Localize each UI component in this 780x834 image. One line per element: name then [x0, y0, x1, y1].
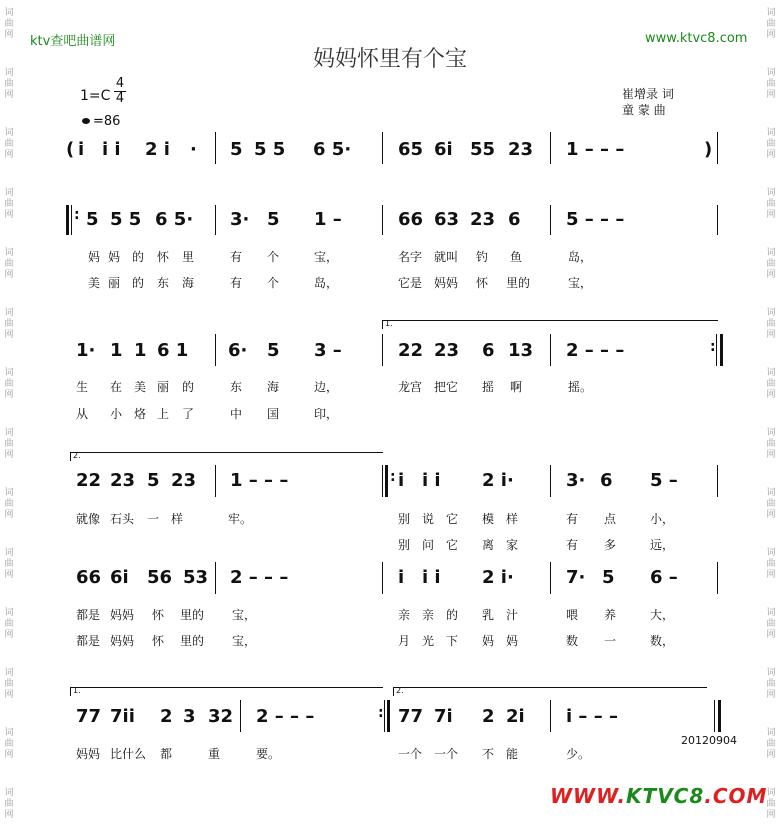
note-token: 3·	[566, 470, 586, 491]
note-token: 5 5	[110, 209, 142, 230]
note-token: 2	[482, 706, 495, 727]
lyric: 摇	[482, 380, 495, 394]
watermark-mark: 词 曲 网	[766, 68, 776, 100]
note-token: 7·	[566, 567, 586, 588]
note-token: i	[398, 470, 405, 491]
repeat-end-bar	[720, 334, 723, 366]
lyric: 它是	[398, 276, 423, 290]
note-token: 2 – – –	[256, 706, 315, 727]
tempo-marking	[82, 114, 120, 129]
repeat-start-bar	[66, 205, 69, 235]
watermark-mark: 词 曲 网	[4, 428, 14, 460]
lyric: 岛，	[314, 276, 339, 290]
watermark-mark: 词 曲 网	[4, 728, 14, 760]
lyric: 岛，	[568, 250, 593, 264]
repeat-end-bar	[387, 700, 390, 732]
lyric: 的	[132, 276, 145, 290]
lyric: 的	[132, 250, 145, 264]
site-name-left[interactable]: ktv查吧曲谱网	[30, 34, 116, 49]
watermark-mark: 词 曲 网	[4, 488, 14, 520]
barline	[71, 205, 72, 235]
lyric: 美	[88, 276, 101, 290]
key-signature: 1=C	[80, 88, 111, 104]
lyric: 它	[446, 538, 459, 552]
final-bar	[718, 700, 721, 732]
brand-part-3: .COM	[704, 784, 768, 808]
lyric: 小	[110, 407, 123, 421]
note-token: 23	[434, 340, 460, 361]
barline	[384, 700, 385, 732]
lyric: 就像	[76, 512, 101, 526]
barline	[240, 700, 241, 732]
note-token: 7ii	[110, 706, 135, 727]
lyric: 喂	[566, 608, 579, 622]
note-token: 1 – – –	[566, 139, 625, 160]
watermark-mark: 词 曲 网	[766, 368, 776, 400]
note-token: 2i	[506, 706, 525, 727]
watermark-mark: 词 曲 网	[4, 128, 14, 160]
note-token: 2 i·	[482, 470, 514, 491]
credits	[622, 86, 674, 118]
note-token: 2 i	[145, 139, 170, 160]
lyric: 乳	[482, 608, 495, 622]
note-token: 22	[76, 470, 102, 491]
note-token: 5	[267, 340, 280, 361]
quarter-note-icon	[82, 118, 90, 124]
lyric: 都	[160, 747, 173, 761]
barline	[550, 334, 551, 366]
barline	[550, 132, 551, 164]
lyric: 鱼	[510, 250, 523, 264]
note-token: 6	[482, 340, 495, 361]
lyric: 妈	[108, 250, 121, 264]
lyric: 重	[208, 747, 221, 761]
lyric: 烙	[134, 407, 147, 421]
lyric: 印，	[314, 407, 339, 421]
lyric: 它	[446, 512, 459, 526]
lyric: 有	[230, 250, 243, 264]
lyric: 宝，	[568, 276, 593, 290]
lyric: 宝，	[232, 608, 257, 622]
note-token: 5	[230, 139, 243, 160]
note-token: 3·	[230, 209, 250, 230]
lyric: 丽	[108, 276, 121, 290]
lyric: 要。	[256, 747, 281, 761]
barline	[215, 205, 216, 235]
lyric: 亲	[422, 608, 435, 622]
brand-part-1: WWW.	[550, 784, 627, 808]
lyric: 远，	[650, 538, 675, 552]
lyric: 从	[76, 407, 89, 421]
second-ending-bracket	[393, 687, 707, 696]
note-token: 23	[508, 139, 534, 160]
lyric: 美	[134, 380, 147, 394]
watermark-mark: 词 曲 网	[766, 188, 776, 220]
lyric: 妈	[88, 250, 101, 264]
note-token: 6 –	[650, 567, 678, 588]
site-url-right[interactable]: www.ktvc8.com	[645, 31, 748, 46]
note-token: 5	[267, 209, 280, 230]
watermark-mark: 词 曲 网	[4, 788, 14, 820]
note-token: 3 –	[314, 340, 342, 361]
lyric: 妈	[482, 634, 495, 648]
lyric: 个	[267, 250, 280, 264]
note-token: 6i	[110, 567, 129, 588]
lyric: 了	[182, 407, 195, 421]
right-watermark-column	[762, 0, 780, 834]
first-ending-bracket	[70, 687, 383, 696]
time-signature-bottom: 4	[115, 91, 125, 106]
watermark-mark: 词 曲 网	[766, 248, 776, 280]
lyric: 样	[506, 512, 519, 526]
note-token: 32	[208, 706, 234, 727]
barline	[215, 132, 216, 164]
lyric: 说	[422, 512, 435, 526]
note-token: 3	[183, 706, 196, 727]
note-token: 1 –	[314, 209, 342, 230]
lyric: 中	[230, 407, 243, 421]
lyric: 一	[604, 634, 617, 648]
note-token: 6 1	[157, 340, 189, 361]
tempo-value: =86	[93, 114, 121, 129]
note-token: 6 5·	[313, 139, 352, 160]
brand-part-2: KTVC8	[626, 784, 705, 808]
note-token: )	[704, 139, 713, 160]
watermark-mark: 词 曲 网	[4, 248, 14, 280]
barline	[215, 562, 216, 594]
lyric: 钓	[476, 250, 489, 264]
note-token: 77	[398, 706, 424, 727]
note-token: (	[66, 139, 75, 160]
barline	[714, 700, 715, 732]
note-token: 23	[171, 470, 197, 491]
note-token: 5 –	[650, 470, 678, 491]
lyric: 有	[566, 512, 579, 526]
lyric: 怀	[476, 276, 489, 290]
lyric: 宝，	[232, 634, 257, 648]
barline	[215, 465, 216, 497]
watermark-mark: 词 曲 网	[4, 608, 14, 640]
lyric: 牢。	[228, 512, 253, 526]
lyric: 月	[398, 634, 411, 648]
lyric: 模	[482, 512, 495, 526]
watermark-mark: 词 曲 网	[4, 308, 14, 340]
note-token: 56	[147, 567, 173, 588]
lyric: 里	[182, 250, 195, 264]
note-token: 1	[134, 340, 147, 361]
second-ending-bracket	[70, 452, 383, 461]
lyric: 怀	[152, 634, 165, 648]
lyric: 比什么	[110, 747, 147, 761]
lyric: 宝，	[314, 250, 339, 264]
barline	[382, 562, 383, 594]
composer: 童 蒙 曲	[622, 103, 666, 117]
lyric: 数，	[650, 634, 675, 648]
brand-logo[interactable]	[550, 784, 767, 808]
watermark-mark: 词 曲 网	[4, 68, 14, 100]
note-token: 13	[508, 340, 534, 361]
note-token: 23	[110, 470, 136, 491]
watermark-mark: 词 曲 网	[4, 188, 14, 220]
barline	[382, 205, 383, 235]
barline	[550, 700, 551, 732]
lyric: 少。	[566, 747, 591, 761]
lyric: 就叫	[434, 250, 459, 264]
note-token: 6	[508, 209, 521, 230]
note-token: 6 5·	[155, 209, 194, 230]
repeat-dots: :	[390, 469, 396, 485]
note-token: 55	[470, 139, 496, 160]
note-token: 53	[183, 567, 209, 588]
lyric: 怀	[152, 608, 165, 622]
lyric: 名字	[398, 250, 423, 264]
lyric: 别	[398, 512, 411, 526]
lyric: 多	[604, 538, 617, 552]
note-token: 6	[600, 470, 613, 491]
barline	[550, 205, 551, 235]
note-token: 7i	[434, 706, 453, 727]
lyric: 海	[182, 276, 195, 290]
barline	[382, 132, 383, 164]
lyric: 怀	[157, 250, 170, 264]
ending-number: 2.	[396, 686, 404, 695]
note-token: 63	[434, 209, 460, 230]
barline	[717, 132, 718, 164]
lyric: 能	[506, 747, 519, 761]
note-token: 66	[398, 209, 424, 230]
note-token: 1·	[76, 340, 96, 361]
lyric: 不	[482, 747, 495, 761]
lyric: 下	[446, 634, 459, 648]
lyric: 离	[482, 538, 495, 552]
watermark-mark: 词 曲 网	[766, 728, 776, 760]
watermark-mark: 词 曲 网	[4, 368, 14, 400]
note-token: 1 – – –	[230, 470, 289, 491]
lyric: 生	[76, 380, 89, 394]
lyric: 妈	[506, 634, 519, 648]
watermark-mark: 词 曲 网	[766, 548, 776, 580]
lyric: 问	[422, 538, 435, 552]
barline	[716, 334, 717, 366]
note-token: 22	[398, 340, 424, 361]
watermark-mark: 词 曲 网	[4, 8, 14, 40]
lyric: 在	[110, 380, 123, 394]
barline	[215, 334, 216, 366]
song-title: 妈妈怀里有个宝	[312, 47, 467, 72]
lyric: 妈妈	[76, 747, 101, 761]
lyric: 亲	[398, 608, 411, 622]
repeat-dots: :	[74, 207, 80, 223]
lyric: 妈妈	[434, 276, 459, 290]
lyric: 一个	[398, 747, 423, 761]
lyric: 里的	[506, 276, 531, 290]
note-token: 6i	[434, 139, 453, 160]
lyric: 大，	[650, 608, 675, 622]
repeat-dots: :	[710, 339, 716, 355]
note-token: i – – –	[566, 706, 618, 727]
barline	[717, 465, 718, 497]
watermark-mark: 词 曲 网	[766, 128, 776, 160]
lyric: 都是	[76, 608, 101, 622]
watermark-mark: 词 曲 网	[766, 668, 776, 700]
left-watermark-column	[0, 0, 18, 834]
lyric: 都是	[76, 634, 101, 648]
repeat-start-bar	[385, 465, 388, 497]
lyric: 样	[171, 512, 184, 526]
note-token: 5	[86, 209, 99, 230]
lyric: 个	[267, 276, 280, 290]
date-stamp: 20120904	[681, 734, 737, 747]
barline	[382, 465, 383, 497]
ending-number: 1.	[73, 686, 81, 695]
watermark-mark: 词 曲 网	[766, 308, 776, 340]
lyric: 妈妈	[110, 608, 135, 622]
watermark-mark: 词 曲 网	[766, 488, 776, 520]
lyricist: 崔增录 词	[622, 87, 674, 101]
lyric: 有	[566, 538, 579, 552]
lyric: 的	[446, 608, 459, 622]
note-token: 23	[470, 209, 496, 230]
note-token: 5 5	[254, 139, 286, 160]
lyric: 龙宫	[398, 380, 423, 394]
note-token: 65	[398, 139, 424, 160]
lyric: 有	[230, 276, 243, 290]
note-token: 2 – – –	[230, 567, 289, 588]
lyric: 养	[604, 608, 617, 622]
lyric: 海	[267, 380, 280, 394]
note-token: ·	[190, 139, 197, 160]
lyric: 别	[398, 538, 411, 552]
lyric: 东	[230, 380, 243, 394]
watermark-mark: 词 曲 网	[4, 668, 14, 700]
lyric: 点	[604, 512, 617, 526]
lyric: 丽	[157, 380, 170, 394]
note-token: 2 – – –	[566, 340, 625, 361]
lyric: 一个	[434, 747, 459, 761]
barline	[382, 334, 383, 366]
lyric: 的	[182, 380, 195, 394]
note-token: 6·	[228, 340, 248, 361]
lyric: 小，	[650, 512, 675, 526]
lyric: 石头	[110, 512, 135, 526]
lyric: 把它	[434, 380, 459, 394]
barline	[550, 465, 551, 497]
watermark-mark: 词 曲 网	[766, 428, 776, 460]
note-token: i	[78, 139, 85, 160]
lyric: 家	[506, 538, 519, 552]
lyric: 东	[157, 276, 170, 290]
note-token: 2 i·	[482, 567, 514, 588]
note-token: i	[398, 567, 405, 588]
lyric: 上	[157, 407, 170, 421]
watermark-mark: 词 曲 网	[766, 8, 776, 40]
lyric: 妈妈	[110, 634, 135, 648]
lyric: 光	[422, 634, 435, 648]
note-token: 1	[110, 340, 123, 361]
barline	[550, 562, 551, 594]
ending-number: 2.	[73, 451, 81, 460]
lyric: 国	[267, 407, 280, 421]
lyric: 一	[147, 512, 160, 526]
note-token: i i	[422, 567, 441, 588]
barline	[717, 205, 718, 235]
lyric: 边，	[314, 380, 339, 394]
lyric: 汁	[506, 608, 519, 622]
time-signature	[114, 77, 126, 106]
note-token: 2	[160, 706, 173, 727]
time-signature-top: 4	[115, 76, 125, 91]
lyric: 摇。	[568, 380, 593, 394]
note-token: 5	[147, 470, 160, 491]
watermark-mark: 词 曲 网	[766, 608, 776, 640]
ending-number: 1.	[385, 319, 393, 328]
note-token: i i	[422, 470, 441, 491]
note-token: 66	[76, 567, 102, 588]
lyric: 里的	[180, 608, 205, 622]
watermark-mark: 词 曲 网	[766, 788, 776, 820]
note-token: 5	[602, 567, 615, 588]
barline	[717, 562, 718, 594]
watermark-mark: 词 曲 网	[4, 548, 14, 580]
lyric: 里的	[180, 634, 205, 648]
note-token: i i	[102, 139, 121, 160]
first-ending-bracket	[382, 320, 718, 329]
note-token: 77	[76, 706, 102, 727]
lyric: 数	[566, 634, 579, 648]
lyric: 啊	[510, 380, 523, 394]
repeat-dots: :	[378, 705, 384, 721]
note-token: 5 – – –	[566, 209, 625, 230]
